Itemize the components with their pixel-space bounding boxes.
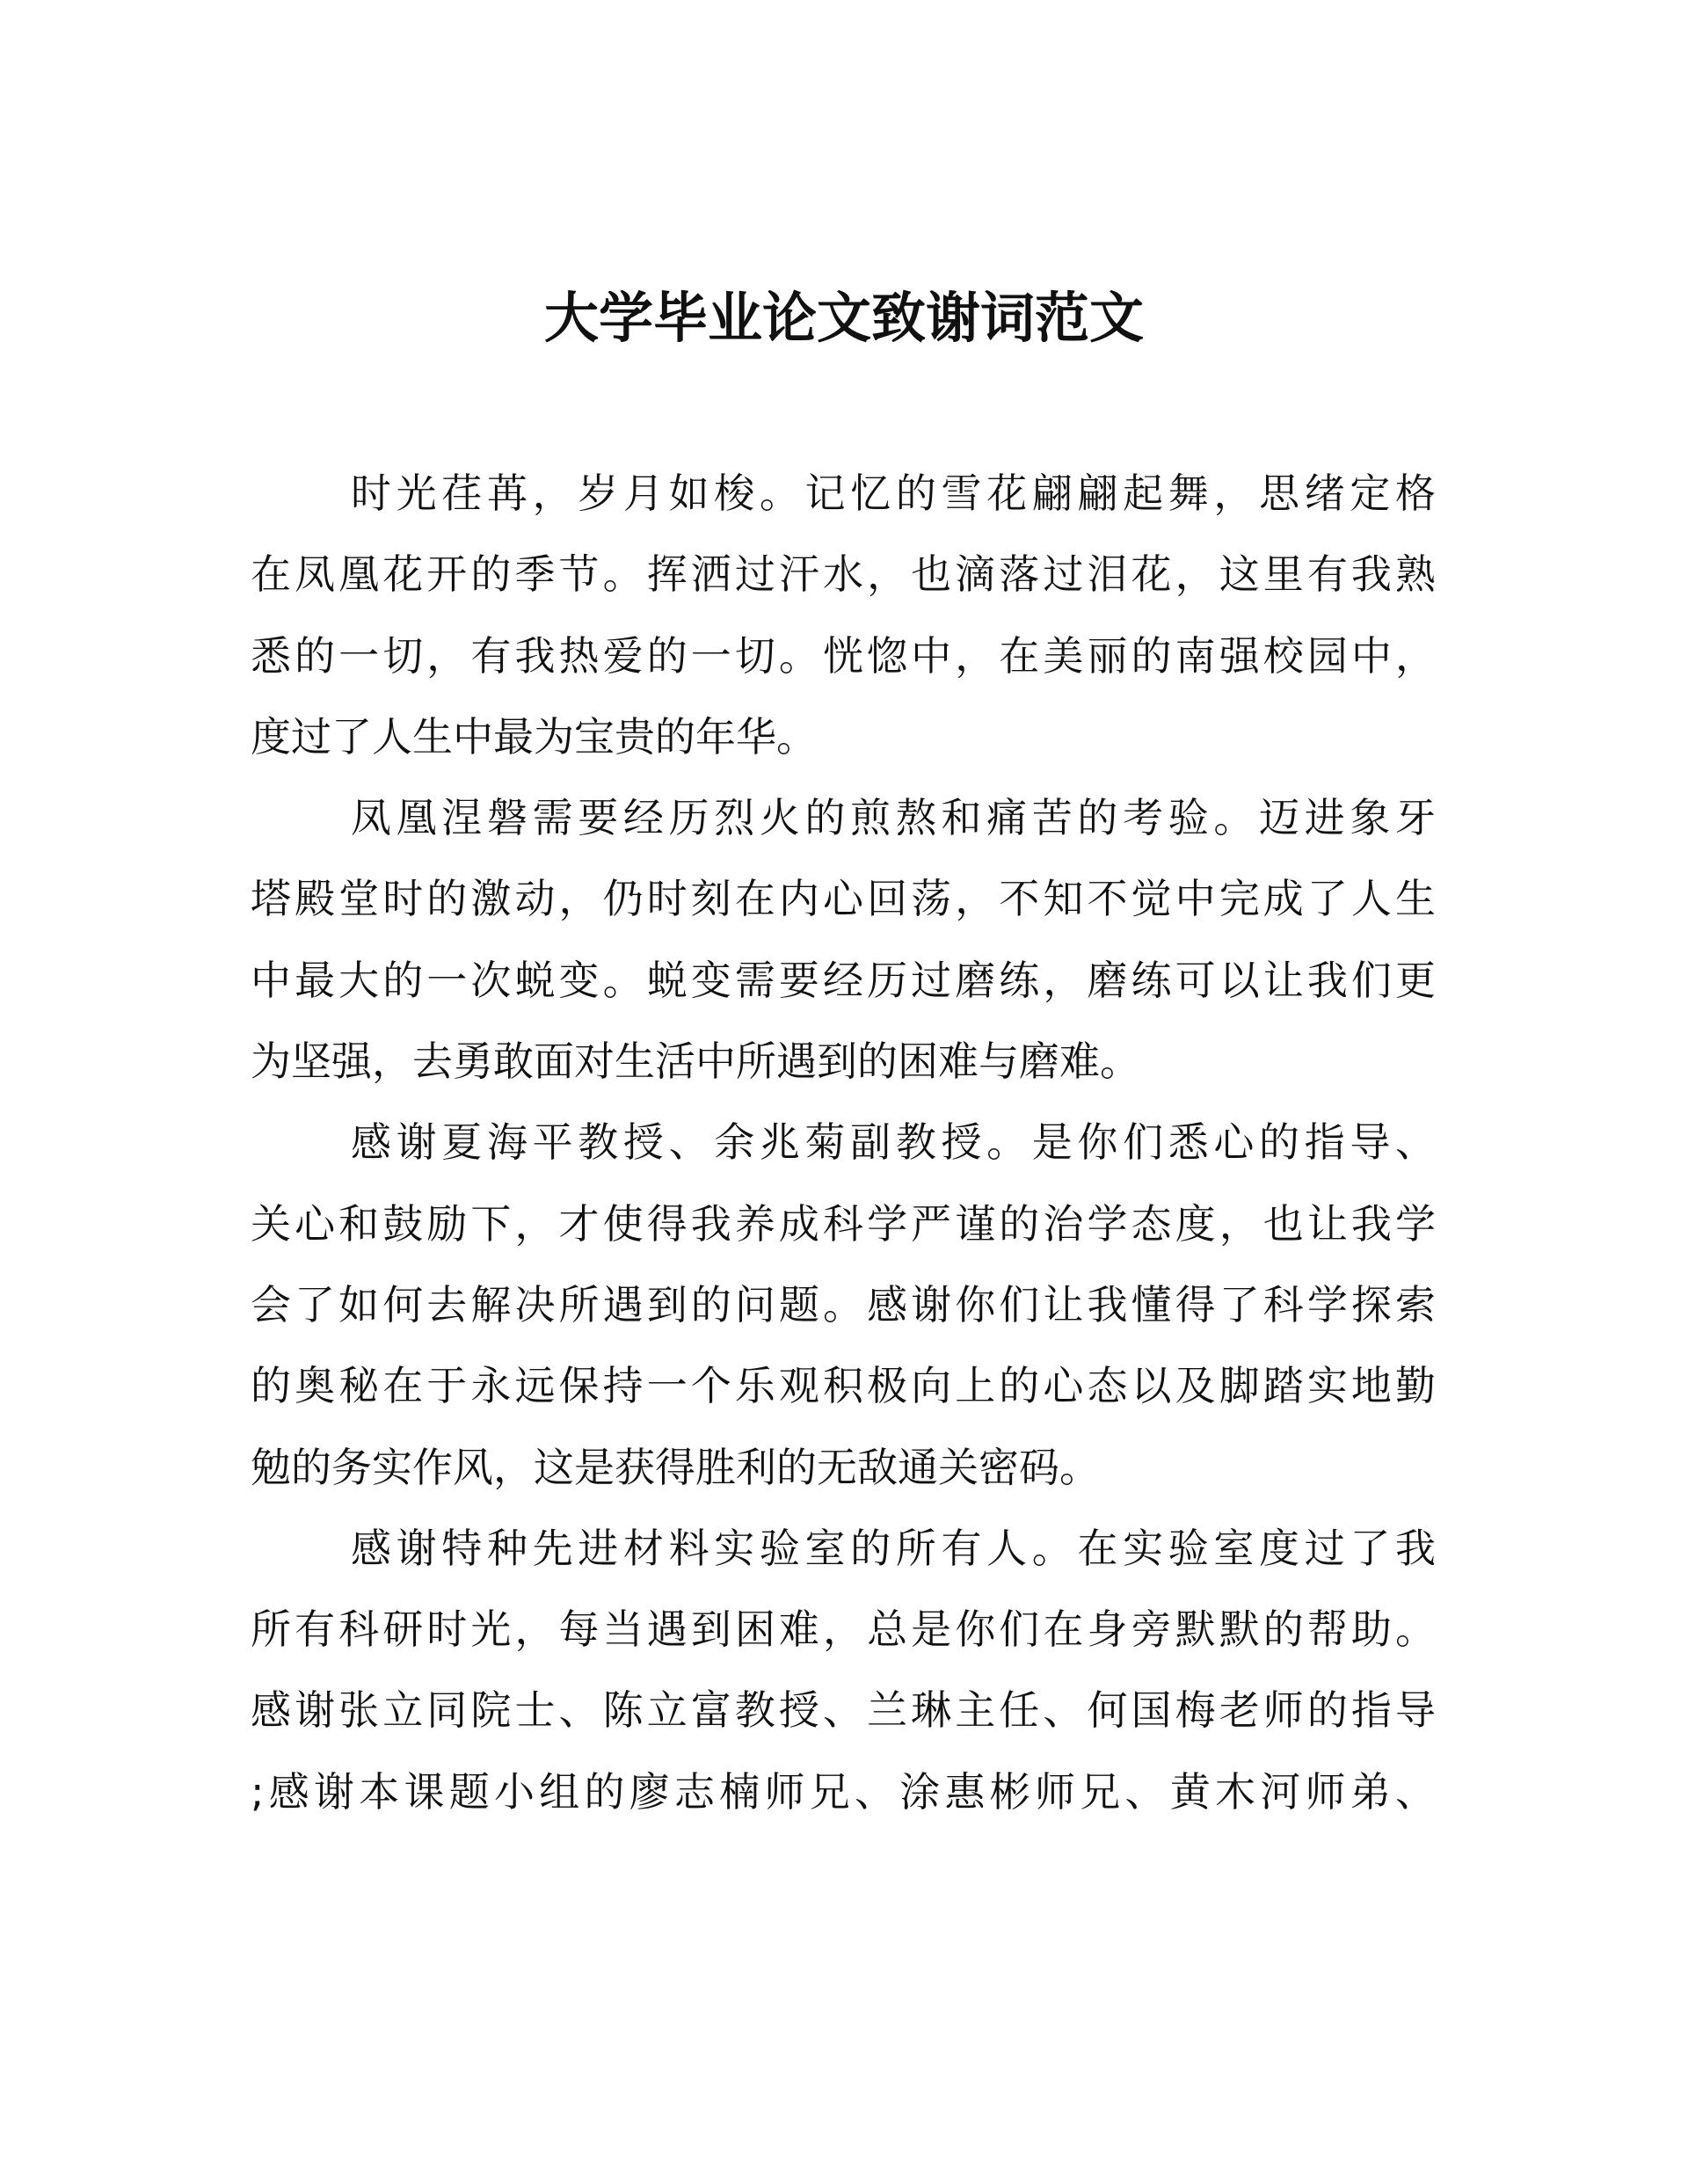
text-line: 感谢特种先进材料实验室的所有人。在实验室度过了我 <box>351 1524 1436 1572</box>
text-line: 感谢夏海平教授、余兆菊副教授。是你们悉心的指导、 <box>351 1118 1436 1167</box>
text-line: 所有科研时光，每当遇到困难，总是你们在身旁默默的帮助。 <box>251 1605 1436 1654</box>
text-line: 悉的一切，有我热爱的一切。恍惚中，在美丽的南强校园中， <box>251 631 1436 680</box>
text-line: 在凤凰花开的季节。挥洒过汗水，也滴落过泪花，这里有我熟 <box>251 550 1436 599</box>
text-line: 的奥秘在于永远保持一个乐观积极向上的心态以及脚踏实地勤 <box>251 1362 1436 1410</box>
text-line: 度过了人生中最为宝贵的年华。 <box>251 712 817 761</box>
paragraph-4 <box>251 1508 1436 1832</box>
paragraph-3 <box>251 1102 1436 1507</box>
text-line: 时光荏苒，岁月如梭。记忆的雪花翩翩起舞，思绪定格 <box>351 470 1436 517</box>
text-line: 勉的务实作风，这是获得胜利的无敌通关密码。 <box>251 1443 1100 1491</box>
text-line: 中最大的一次蜕变。蜕变需要经历过磨练，磨练可以让我们更 <box>251 956 1436 1004</box>
document-body <box>251 453 1436 1832</box>
paragraph-1 <box>251 453 1436 777</box>
text-line: 凤凰涅磐需要经历烈火的煎熬和痛苦的考验。迈进象牙 <box>351 794 1436 842</box>
text-line: 感谢张立同院士、陈立富教授、兰琳主任、何国梅老师的指导 <box>251 1686 1436 1735</box>
document-title: 大学毕业论文致谢词范文 <box>543 286 1144 350</box>
paragraph-2 <box>251 777 1436 1102</box>
text-line: ;感谢本课题小组的廖志楠师兄、涂惠彬师兄、黄木河师弟、 <box>251 1767 1436 1816</box>
text-line: 关心和鼓励下，才使得我养成科学严谨的治学态度，也让我学 <box>251 1199 1436 1248</box>
text-line: 为坚强，去勇敢面对生活中所遇到的困难与磨难。 <box>251 1037 1140 1086</box>
text-line: 会了如何去解决所遇到的问题。感谢你们让我懂得了科学探索 <box>251 1280 1436 1329</box>
text-line: 塔殿堂时的激动，仍时刻在内心回荡，不知不觉中完成了人生 <box>251 875 1436 923</box>
